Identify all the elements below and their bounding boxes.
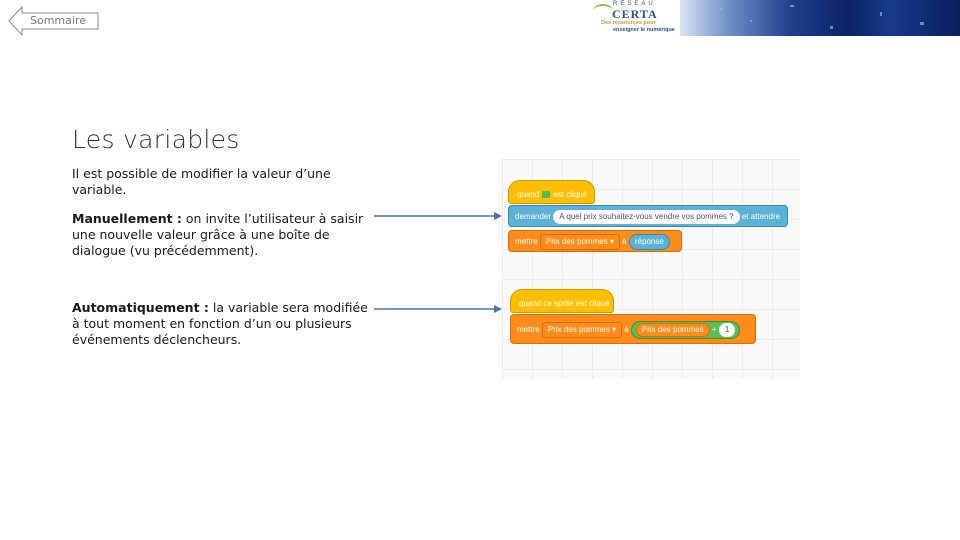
variable-dropdown: Prix des pommes ▾ bbox=[540, 234, 620, 250]
ask-and-wait-block: demander A quel prix souhaitez-vous vendre vos pommes ? et attendre bbox=[508, 205, 788, 227]
header-banner bbox=[585, 0, 960, 36]
manual-paragraph bbox=[72, 211, 372, 259]
variable-reporter: Prix des pommes bbox=[636, 323, 710, 337]
back-label: Sommaire bbox=[30, 14, 86, 27]
auto-text: la variable sera modifiée à tout moment en fonction d’un ou plusieurs événements déclencheurs. bbox=[72, 300, 368, 347]
certa-logo: RÉSEAU CERTA Des ressources pour enseigner le numérique bbox=[585, 0, 680, 36]
auto-label: Automatiquement : bbox=[72, 300, 209, 315]
answer-reporter: réponse bbox=[629, 234, 670, 250]
banner-decoration bbox=[680, 0, 960, 36]
manual-text: on invite l’utilisateur à saisir une nouvelle valeur grâce à une boîte de dialogue (vu précédemment). bbox=[72, 211, 364, 258]
addition-operator: Prix des pommes + 1 bbox=[631, 321, 740, 339]
manual-label: Manuellement : bbox=[72, 211, 182, 226]
green-flag-icon bbox=[542, 191, 550, 198]
scratch-code-screenshot bbox=[502, 159, 800, 379]
increment-value: 1 bbox=[719, 323, 735, 337]
when-sprite-clicked-block: quand ce sprite est cliqué bbox=[510, 289, 614, 313]
set-variable-block: mettre Prix des pommes ▾ à réponse bbox=[508, 230, 682, 252]
when-flag-clicked-block: quand est cliqué bbox=[508, 180, 595, 204]
set-variable-increment-block: mettre Prix des pommes ▾ à Prix des pommes + 1 bbox=[510, 314, 756, 344]
dropdown-caret-icon: ▾ bbox=[611, 324, 616, 334]
arrow-manual-icon bbox=[374, 210, 504, 222]
ask-question-input: A quel prix souhaitez-vous vendre vos pommes ? bbox=[553, 210, 739, 224]
variable-dropdown-2: Prix des pommes ▾ bbox=[542, 322, 622, 338]
intro-paragraph: Il est possible de modifier la valeur d’une variable. bbox=[72, 166, 331, 197]
slide-title: Les variables bbox=[72, 125, 240, 154]
back-to-summary-button[interactable] bbox=[8, 6, 100, 36]
dropdown-caret-icon: ▾ bbox=[609, 236, 614, 246]
arrow-auto-icon bbox=[374, 303, 504, 315]
auto-paragraph bbox=[72, 300, 372, 348]
